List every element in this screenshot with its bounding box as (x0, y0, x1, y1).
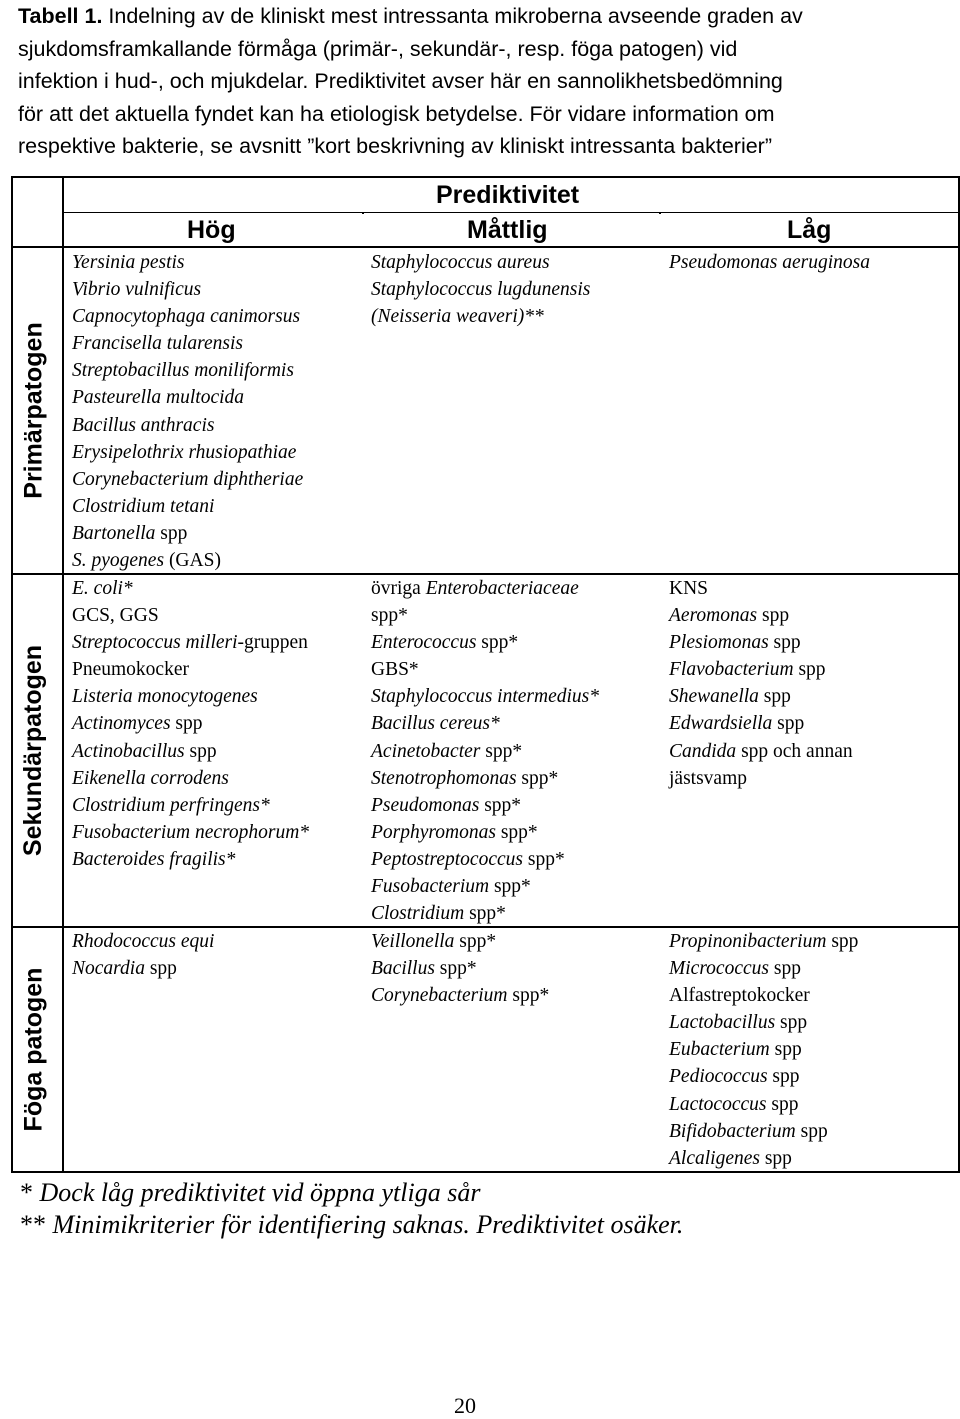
organism-text: spp (766, 1093, 799, 1115)
organism-text: spp* (495, 821, 538, 843)
organism-entry (669, 955, 858, 982)
organism-text: spp* (489, 876, 531, 898)
organism-entry (72, 547, 303, 574)
organism-entry (72, 412, 303, 439)
row-label-foga-patogen (12, 928, 56, 1171)
organism-text: Eubacterium (669, 1039, 770, 1061)
organism-text: jästsvamp (669, 767, 747, 789)
organism-text: Plesiomonas (669, 632, 769, 654)
organism-text: Bartonella (72, 522, 156, 544)
table-header-divider (11, 246, 960, 248)
organism-text: Bacillus cereus* (371, 713, 500, 735)
organism-entry (371, 575, 599, 602)
row-label-text: Sekundärpatogen (19, 644, 48, 857)
organism-text: Fusobacterium necrophorum* (72, 821, 310, 843)
organism-text: spp* (522, 848, 565, 870)
organism-entry (72, 466, 303, 493)
organism-text: Shewanella (669, 686, 759, 708)
organism-entry (371, 765, 599, 792)
organism-text: spp (758, 686, 791, 708)
cell-sekundar-hog (72, 575, 309, 873)
caption-text: Indelning av de kliniskt mest intressanta mikroberna avseende graden av sjukdomsframkallande förmåga (primär-, sekundär-, resp. föga patogen) vid infektion i hud-, och mjukdelar. Prediktivitet avser här en sannolikhetsbedömning för att det aktuella fyndet kan ha etiologisk betydelse. För vidare information om respektive bakterie, se avsnitt ”kort beskrivning av kliniskt intressanta bakterier” (18, 4, 803, 158)
organism-entry (72, 276, 303, 303)
organism-text: Pseudomonas aeruginosa (669, 252, 870, 273)
organism-text: (Neisseria weaveri)** (371, 306, 544, 328)
organism-entry (72, 846, 309, 873)
organism-entry (669, 738, 853, 765)
cell-foga-lag (669, 928, 858, 1172)
organism-entry (72, 792, 309, 819)
organism-entry (72, 249, 303, 276)
organism-text: Flavobacterium (669, 659, 794, 681)
organism-text: -gruppen (237, 632, 308, 654)
organism-entry (669, 656, 853, 683)
organism-text: Micrococcus (669, 958, 769, 980)
organism-text: (GAS) (164, 550, 221, 572)
organism-text: Listeria monocytogenes (72, 686, 258, 708)
organism-entry (371, 683, 599, 710)
organism-text: Edwardsiella (669, 713, 773, 735)
organism-text: Pseudomonas (371, 794, 480, 816)
organism-entry (669, 710, 853, 737)
organism-text: övriga (371, 578, 426, 599)
organism-entry (371, 873, 599, 900)
organism-text: GCS, GGS (72, 605, 159, 627)
organism-entry (669, 982, 858, 1009)
organism-entry (371, 276, 590, 303)
organism-text: spp (775, 1012, 808, 1034)
organism-text: Yersinia pestis (72, 252, 185, 273)
organism-entry (72, 629, 309, 656)
organism-text: Streptococcus milleri (72, 632, 238, 654)
organism-text: spp (793, 659, 826, 681)
organism-text: Clostridium tetani (72, 495, 215, 517)
organism-entry (669, 765, 853, 792)
organism-entry (72, 656, 309, 683)
group-header-prediktivitet: Prediktivitet (436, 181, 580, 209)
organism-text: Corynebacterium (371, 985, 508, 1007)
organism-text: spp (768, 632, 801, 654)
cell-primar-hog (72, 249, 303, 574)
organism-text: spp (757, 605, 790, 627)
organism-entry (371, 955, 549, 982)
organism-text: spp och annan (736, 740, 853, 762)
table-group-header-divider (63, 212, 960, 213)
organism-text: Vibrio vulnificus (72, 279, 202, 301)
organism-entry (669, 928, 858, 955)
organism-entry (371, 819, 599, 846)
organism-text: spp (795, 1120, 828, 1142)
organism-entry (72, 357, 303, 384)
organism-entry (669, 249, 870, 276)
organism-text: Pediococcus (669, 1066, 768, 1088)
organism-entry (72, 765, 309, 792)
organism-entry (72, 738, 309, 765)
footnote-mark: ** (20, 1210, 46, 1239)
organism-entry (371, 303, 590, 330)
organism-entry (669, 1118, 858, 1145)
table-caption (18, 0, 958, 163)
organism-entry (669, 629, 853, 656)
organism-entry (371, 602, 599, 629)
organism-text: spp (769, 1039, 802, 1061)
cell-sekundar-mattlig (371, 575, 599, 927)
organism-text: spp* (516, 767, 559, 789)
organism-text: spp (170, 713, 203, 735)
organism-text: KNS (669, 578, 709, 599)
row-label-primarpatogen (12, 248, 56, 573)
column-header-lag: Låg (787, 216, 832, 244)
organism-entry (669, 1063, 858, 1090)
caption-label: Tabell 1. (18, 4, 103, 28)
organism-entry (371, 656, 599, 683)
organism-text: Staphylococcus intermedius* (371, 686, 599, 708)
organism-text: Acinetobacter (371, 740, 481, 762)
organism-text: Actinomyces (72, 713, 171, 735)
organism-entry (371, 629, 599, 656)
organism-text: Stenotrophomonas (371, 767, 517, 789)
footnote-2 (20, 1209, 683, 1241)
organism-entry (371, 846, 599, 873)
organism-entry (72, 303, 303, 330)
organism-text: spp* (371, 605, 408, 627)
organism-text: Bifidobacterium (669, 1120, 796, 1142)
organism-text: Aeromonas (669, 605, 758, 627)
organism-text: Streptobacillus moniliformis (72, 360, 294, 382)
cell-primar-mattlig (371, 249, 590, 330)
organism-entry (72, 928, 214, 955)
organism-text: Pasteurella multocida (72, 387, 245, 409)
cell-primar-lag (669, 249, 870, 276)
organism-text: Alfastreptokocker (669, 985, 810, 1007)
organism-entry (72, 493, 303, 520)
organism-entry (72, 955, 214, 982)
organism-text: spp (826, 931, 859, 952)
organism-entry (669, 602, 853, 629)
organism-text: spp* (507, 985, 550, 1007)
row-label-text: Primärpatogen (19, 322, 48, 499)
organism-text: spp* (454, 931, 497, 952)
column-header-hog: Hög (187, 216, 236, 244)
organism-text: Enterobacteriaceae (425, 578, 579, 599)
organism-entry (72, 683, 309, 710)
organism-entry (72, 384, 303, 411)
organism-text: spp* (476, 632, 519, 654)
organism-text: Clostridium (371, 903, 465, 925)
organism-entry (669, 1036, 858, 1063)
organism-entry (72, 710, 309, 737)
footnote-1 (20, 1177, 480, 1209)
organism-text: Eikenella corrodens (72, 767, 229, 789)
organism-text: Bacteroides fragilis* (72, 848, 236, 870)
cell-foga-mattlig (371, 928, 549, 1009)
organism-text: Nocardia (72, 958, 145, 980)
organism-text: Alcaligenes (669, 1147, 760, 1169)
organism-text: spp (767, 1066, 800, 1088)
organism-entry (371, 792, 599, 819)
organism-entry (371, 710, 599, 737)
organism-text: Lactobacillus (669, 1012, 776, 1034)
organism-text: Capnocytophaga canimorsus (72, 306, 301, 328)
organism-text: Lactococcus (669, 1093, 767, 1115)
organism-text: S. pyogenes (72, 550, 165, 572)
organism-text: Rhodococcus equi (72, 931, 215, 952)
organism-entry (371, 738, 599, 765)
row-label-sekundarpatogen (12, 575, 56, 926)
organism-entry (371, 982, 549, 1009)
organism-text: Veillonella (371, 931, 455, 952)
organism-entry (371, 900, 599, 927)
organism-text: Fusobacterium (371, 876, 490, 898)
table-border-top (11, 176, 960, 178)
organism-text: spp (144, 958, 177, 980)
organism-text: Enterococcus (371, 632, 477, 654)
organism-entry (371, 928, 549, 955)
organism-text: Francisella tularensis (72, 333, 243, 355)
organism-text: spp (769, 958, 801, 980)
page-number: 20 (454, 1393, 476, 1418)
organism-text: Bacillus (371, 958, 435, 980)
organism-text: Candida (669, 740, 737, 762)
organism-entry (72, 520, 303, 547)
organism-entry (72, 439, 303, 466)
organism-entry (371, 249, 590, 276)
organism-text: spp* (434, 958, 477, 980)
organism-text: E. coli* (72, 578, 133, 599)
footnote-mark: * (20, 1178, 33, 1207)
organism-entry (669, 1009, 858, 1036)
organism-text: spp (759, 1147, 792, 1169)
column-header-mattlig: Måttlig (467, 216, 548, 244)
organism-text: Actinobacillus (72, 740, 185, 762)
organism-text: Peptostreptococcus (371, 848, 523, 870)
organism-text: Staphylococcus lugdunensis (371, 279, 591, 301)
organism-text: Erysipelothrix rhusiopathiae (72, 441, 297, 463)
footnote-text: Dock låg prediktivitet vid öppna ytliga sår (33, 1178, 481, 1207)
organism-entry (72, 330, 303, 357)
organism-text: Staphylococcus aureus (371, 252, 550, 273)
organism-entry (669, 683, 853, 710)
organism-text: spp* (464, 903, 506, 925)
footnote-text: Minimikriterier för identifiering saknas. Prediktivitet osäker. (46, 1210, 684, 1239)
organism-text: spp* (479, 794, 522, 816)
column-divider-1 (362, 212, 364, 214)
organism-text: Propinonibacterium (669, 931, 827, 952)
organism-entry (669, 575, 853, 602)
organism-text: Corynebacterium diphtheriae (72, 468, 304, 490)
organism-text: Pneumokocker (72, 659, 189, 681)
organism-text: GBS* (371, 659, 419, 681)
organism-entry (669, 1091, 858, 1118)
organism-entry (72, 575, 309, 602)
organism-entry (669, 1145, 858, 1172)
organism-text: spp* (480, 740, 523, 762)
organism-text: spp (155, 522, 188, 544)
table-rowlabel-divider (62, 176, 64, 1173)
organism-text: Bacillus anthracis (72, 414, 215, 436)
row-label-text: Föga patogen (19, 967, 48, 1132)
cell-foga-hog (72, 928, 214, 982)
column-divider-2 (659, 212, 661, 214)
organism-text: Clostridium perfringens* (72, 794, 270, 816)
cell-sekundar-lag (669, 575, 853, 792)
organism-entry (72, 819, 309, 846)
organism-text: Porphyromonas (371, 821, 496, 843)
organism-text: spp (184, 740, 217, 762)
organism-text: spp (772, 713, 805, 735)
organism-entry (72, 602, 309, 629)
